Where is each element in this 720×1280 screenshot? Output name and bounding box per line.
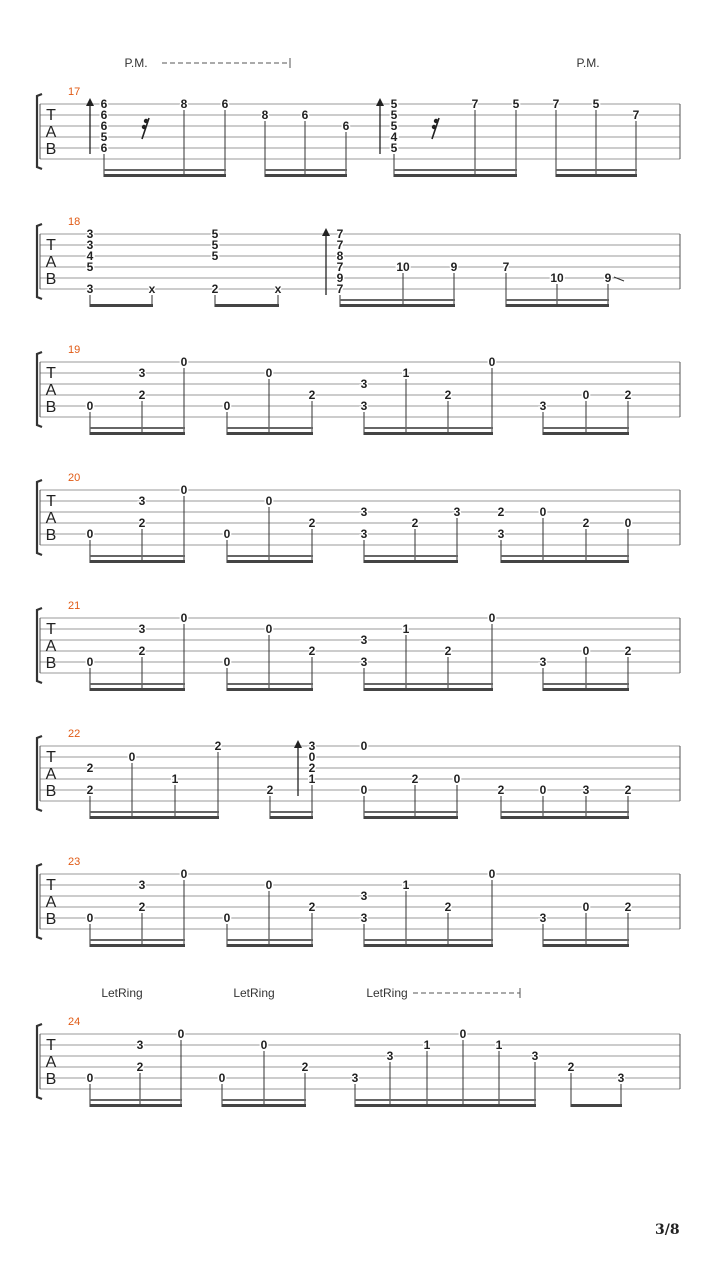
beam xyxy=(364,432,493,435)
fret-number: 8 xyxy=(261,108,269,123)
fret-number: 2 xyxy=(301,1060,309,1075)
tab-clef-letter: B xyxy=(45,1071,57,1088)
fret-number: 3 xyxy=(136,1038,144,1053)
technique-annotation: LetRing xyxy=(366,986,408,1000)
measure-number: 18 xyxy=(68,216,81,228)
tab-clef-letter: B xyxy=(45,399,57,416)
tab-clef-letter: B xyxy=(45,527,57,544)
fret-number: 6 xyxy=(100,141,108,156)
fret-number: 3 xyxy=(360,527,368,542)
fret-number: 3 xyxy=(360,399,368,414)
fret-number: 2 xyxy=(308,388,316,403)
beam-secondary xyxy=(90,939,185,941)
fret-number: 1 xyxy=(402,366,410,381)
fret-number: 3 xyxy=(617,1071,625,1086)
rest-flag xyxy=(434,119,438,123)
fret-number: 3 xyxy=(497,527,505,542)
fret-number: 0 xyxy=(86,527,94,542)
fret-number: 3 xyxy=(86,238,94,253)
fret-number: 3 xyxy=(138,622,146,637)
fret-number: 7 xyxy=(336,238,344,253)
fret-number: 6 xyxy=(100,108,108,123)
beam-secondary xyxy=(364,683,493,685)
fret-number: 10 xyxy=(396,260,410,275)
beam-secondary xyxy=(227,555,313,557)
beam xyxy=(364,944,493,947)
fret-number: 8 xyxy=(336,249,344,264)
beam-secondary xyxy=(265,169,347,171)
fret-number: 2 xyxy=(624,783,632,798)
fret-number: 2 xyxy=(582,516,590,531)
fret-number: 1 xyxy=(495,1038,503,1053)
tab-system-22 xyxy=(37,728,680,819)
fret-number: 0 xyxy=(180,611,188,626)
fret-number: 3 xyxy=(453,505,461,520)
beam-secondary xyxy=(543,939,629,941)
fret-number: 7 xyxy=(336,282,344,297)
fret-number: 2 xyxy=(444,644,452,659)
fret-number: 5 xyxy=(100,130,108,145)
tab-clef-letter: A xyxy=(45,1054,57,1071)
beam-secondary xyxy=(364,811,458,813)
beam-secondary xyxy=(227,939,313,941)
fret-number: 0 xyxy=(308,750,316,765)
tab-clef-letter: B xyxy=(45,271,57,288)
fret-number: 10 xyxy=(550,271,564,286)
fret-number: 0 xyxy=(180,483,188,498)
fret-number: 3 xyxy=(138,494,146,509)
upstroke-arrow-head xyxy=(322,228,330,236)
fret-number: 2 xyxy=(308,761,316,776)
fret-number: 2 xyxy=(411,772,419,787)
fret-number: 3 xyxy=(539,655,547,670)
fret-number: 3 xyxy=(360,505,368,520)
fret-number: 0 xyxy=(360,783,368,798)
beam xyxy=(90,432,185,435)
beam xyxy=(501,560,629,563)
beam-secondary xyxy=(90,1099,182,1101)
tab-clef-letter: A xyxy=(45,766,57,783)
beam xyxy=(364,560,458,563)
tab-clef-letter: T xyxy=(46,1037,56,1054)
fret-number: 0 xyxy=(582,644,590,659)
beam xyxy=(364,688,493,691)
tab-clef-letter: T xyxy=(46,749,56,766)
tab-clef-letter: A xyxy=(45,124,57,141)
fret-number: 0 xyxy=(223,655,231,670)
technique-annotation: LetRing xyxy=(233,986,275,1000)
fret-number: 2 xyxy=(624,388,632,403)
fret-number: 0 xyxy=(265,878,273,893)
upstroke-arrow-head xyxy=(86,98,94,106)
fret-number: 5 xyxy=(86,260,94,275)
beam xyxy=(104,174,226,177)
fret-number: 0 xyxy=(488,867,496,882)
fret-number: 2 xyxy=(138,900,146,915)
beam xyxy=(364,816,458,819)
fret-number: 0 xyxy=(86,911,94,926)
tab-clef-letter: T xyxy=(46,237,56,254)
beam-secondary xyxy=(506,299,609,301)
measure-number: 17 xyxy=(68,86,81,98)
fret-number: 0 xyxy=(582,388,590,403)
fret-number: 2 xyxy=(211,282,219,297)
tab-clef-letter: B xyxy=(45,911,57,928)
fret-number: 3 xyxy=(539,399,547,414)
fret-number: 3 xyxy=(86,282,94,297)
fret-number: 2 xyxy=(266,783,274,798)
fret-number: 3 xyxy=(138,878,146,893)
fret-number: 2 xyxy=(138,516,146,531)
fret-number: 3 xyxy=(360,655,368,670)
tab-clef-letter: A xyxy=(45,638,57,655)
tab-system-18 xyxy=(37,216,680,307)
fret-number: 5 xyxy=(390,108,398,123)
fret-number: 0 xyxy=(223,399,231,414)
fret-number: 3 xyxy=(531,1049,539,1064)
beam xyxy=(90,560,185,563)
fret-number: 0 xyxy=(223,911,231,926)
beam-secondary xyxy=(90,683,185,685)
beam xyxy=(355,1104,536,1107)
tab-clef-letter: T xyxy=(46,621,56,638)
fret-number: 8 xyxy=(180,97,188,112)
tab-system-20 xyxy=(37,472,680,563)
fret-number: 1 xyxy=(171,772,179,787)
fret-number: 2 xyxy=(138,388,146,403)
fret-number: 5 xyxy=(390,141,398,156)
fret-number: 2 xyxy=(567,1060,575,1075)
beam xyxy=(394,174,517,177)
beam-secondary xyxy=(364,427,493,429)
fret-number: 1 xyxy=(423,1038,431,1053)
fret-number: 0 xyxy=(539,783,547,798)
fret-number: 2 xyxy=(308,644,316,659)
beam-secondary xyxy=(364,939,493,941)
beam-secondary xyxy=(90,555,185,557)
fret-number: 2 xyxy=(136,1060,144,1075)
beam xyxy=(543,432,629,435)
fret-number: 3 xyxy=(351,1071,359,1086)
tab-system-24 xyxy=(37,986,680,1107)
fret-number: 5 xyxy=(390,97,398,112)
beam-secondary xyxy=(543,683,629,685)
fret-number: 7 xyxy=(502,260,510,275)
fret-number: 7 xyxy=(336,260,344,275)
tab-clef-letter: A xyxy=(45,894,57,911)
tab-clef-letter: T xyxy=(46,493,56,510)
fret-number: 5 xyxy=(512,97,520,112)
beam xyxy=(90,688,185,691)
beam xyxy=(340,304,455,307)
measure-number: 20 xyxy=(68,472,81,484)
beam xyxy=(543,688,629,691)
fret-number: 2 xyxy=(86,761,94,776)
tab-clef-letter: A xyxy=(45,510,57,527)
beam xyxy=(571,1104,622,1107)
fret-number: 2 xyxy=(411,516,419,531)
fret-number: 6 xyxy=(100,97,108,112)
fret-number: 2 xyxy=(444,388,452,403)
fret-number: 5 xyxy=(211,227,219,242)
fret-number: 0 xyxy=(86,1071,94,1086)
beam xyxy=(90,944,185,947)
fret-number: 1 xyxy=(402,622,410,637)
fret-number: 2 xyxy=(444,900,452,915)
beam-secondary xyxy=(227,683,313,685)
measure-number: 23 xyxy=(68,856,81,868)
measure-number: 24 xyxy=(68,1016,81,1028)
fret-number: 3 xyxy=(386,1049,394,1064)
fret-number: 6 xyxy=(100,119,108,134)
beam-secondary xyxy=(364,555,458,557)
fret-number: 2 xyxy=(308,516,316,531)
upstroke-arrow-head xyxy=(376,98,384,106)
beam-secondary xyxy=(227,427,313,429)
fret-number: 9 xyxy=(450,260,458,275)
fret-number: 4 xyxy=(86,249,94,264)
fret-number: x xyxy=(148,282,156,297)
beam xyxy=(227,944,313,947)
technique-annotation: P.M. xyxy=(124,56,148,70)
beam-secondary xyxy=(355,1099,536,1101)
fret-number: 0 xyxy=(453,772,461,787)
beam xyxy=(270,816,313,819)
beam-secondary xyxy=(222,1099,306,1101)
fret-number: 5 xyxy=(592,97,600,112)
fret-number: 0 xyxy=(459,1027,467,1042)
fret-number: 6 xyxy=(342,119,350,134)
fret-number: 0 xyxy=(265,366,273,381)
rest-flag xyxy=(432,125,436,129)
beam xyxy=(501,816,629,819)
fret-number: 3 xyxy=(539,911,547,926)
fret-number: 3 xyxy=(582,783,590,798)
beam xyxy=(227,560,313,563)
fret-number: 2 xyxy=(497,505,505,520)
fret-number: 3 xyxy=(360,889,368,904)
fret-number: 7 xyxy=(552,97,560,112)
fret-number: 0 xyxy=(260,1038,268,1053)
fret-number: 3 xyxy=(308,739,316,754)
upstroke-arrow-head xyxy=(294,740,302,748)
fret-number: 4 xyxy=(390,130,398,145)
tab-clef-letter: A xyxy=(45,254,57,271)
fret-number: 2 xyxy=(624,900,632,915)
fret-number: 0 xyxy=(180,867,188,882)
beam-secondary xyxy=(270,811,313,813)
fret-number: 9 xyxy=(336,271,344,286)
beam xyxy=(90,1104,182,1107)
beam xyxy=(90,816,219,819)
fret-number: 0 xyxy=(86,655,94,670)
beam-secondary xyxy=(501,555,629,557)
fret-number: 3 xyxy=(86,227,94,242)
fret-number: 3 xyxy=(138,366,146,381)
fret-number: 2 xyxy=(86,783,94,798)
tab-system-17 xyxy=(37,56,680,177)
tab-clef-letter: B xyxy=(45,783,57,800)
rest-flag xyxy=(144,119,148,123)
tab-clef-letter: B xyxy=(45,141,57,158)
fret-number: 6 xyxy=(301,108,309,123)
beam-secondary xyxy=(543,427,629,429)
beam xyxy=(556,174,637,177)
tab-clef-letter: B xyxy=(45,655,57,672)
beam-secondary xyxy=(340,299,455,301)
beam xyxy=(222,1104,306,1107)
beam xyxy=(90,304,153,307)
beam xyxy=(227,432,313,435)
fret-number: 0 xyxy=(218,1071,226,1086)
fret-number: 0 xyxy=(86,399,94,414)
fret-number: 1 xyxy=(308,772,316,787)
fret-number: 0 xyxy=(177,1027,185,1042)
beam xyxy=(215,304,279,307)
tab-clef-letter: T xyxy=(46,107,56,124)
technique-annotation: P.M. xyxy=(576,56,600,70)
fret-number: 0 xyxy=(582,900,590,915)
fret-number: x xyxy=(274,282,282,297)
tab-system-23 xyxy=(37,856,680,947)
beam xyxy=(506,304,609,307)
fret-number: 0 xyxy=(488,611,496,626)
tab-clef-letter: T xyxy=(46,877,56,894)
fret-number: 3 xyxy=(360,377,368,392)
fret-number: 0 xyxy=(128,750,136,765)
fret-number: 0 xyxy=(265,622,273,637)
beam-secondary xyxy=(556,169,637,171)
fret-number: 9 xyxy=(604,271,612,286)
fret-number: 7 xyxy=(632,108,640,123)
fret-number: 0 xyxy=(539,505,547,520)
beam xyxy=(227,688,313,691)
page-number: 3/8 xyxy=(655,1222,680,1238)
tab-clef-letter: T xyxy=(46,365,56,382)
fret-number: 2 xyxy=(624,644,632,659)
measure-number: 19 xyxy=(68,344,81,356)
fret-number: 0 xyxy=(360,739,368,754)
fret-number: 0 xyxy=(488,355,496,370)
beam-secondary xyxy=(394,169,517,171)
beam-secondary xyxy=(501,811,629,813)
fret-number: 0 xyxy=(223,527,231,542)
fret-number: 1 xyxy=(402,878,410,893)
measure-number: 22 xyxy=(68,728,81,740)
measure-number: 21 xyxy=(68,600,81,612)
technique-annotation: LetRing xyxy=(101,986,143,1000)
fret-number: 5 xyxy=(211,238,219,253)
beam xyxy=(543,944,629,947)
tab-system-19 xyxy=(37,344,680,435)
fret-number: 0 xyxy=(265,494,273,509)
fret-number: 6 xyxy=(221,97,229,112)
beam-secondary xyxy=(104,169,226,171)
fret-number: 7 xyxy=(471,97,479,112)
fret-number: 2 xyxy=(497,783,505,798)
fret-number: 5 xyxy=(211,249,219,264)
beam xyxy=(265,174,347,177)
fret-number: 2 xyxy=(308,900,316,915)
beam-secondary xyxy=(90,427,185,429)
fret-number: 2 xyxy=(138,644,146,659)
fret-number: 0 xyxy=(180,355,188,370)
fret-number: 5 xyxy=(390,119,398,134)
fret-number: 3 xyxy=(360,911,368,926)
fret-number: 3 xyxy=(360,633,368,648)
beam-secondary xyxy=(90,811,219,813)
fret-number: 2 xyxy=(214,739,222,754)
tab-system-21 xyxy=(37,600,680,691)
tab-clef-letter: A xyxy=(45,382,57,399)
fret-number: 0 xyxy=(624,516,632,531)
rest-flag xyxy=(142,125,146,129)
fret-number: 7 xyxy=(336,227,344,242)
